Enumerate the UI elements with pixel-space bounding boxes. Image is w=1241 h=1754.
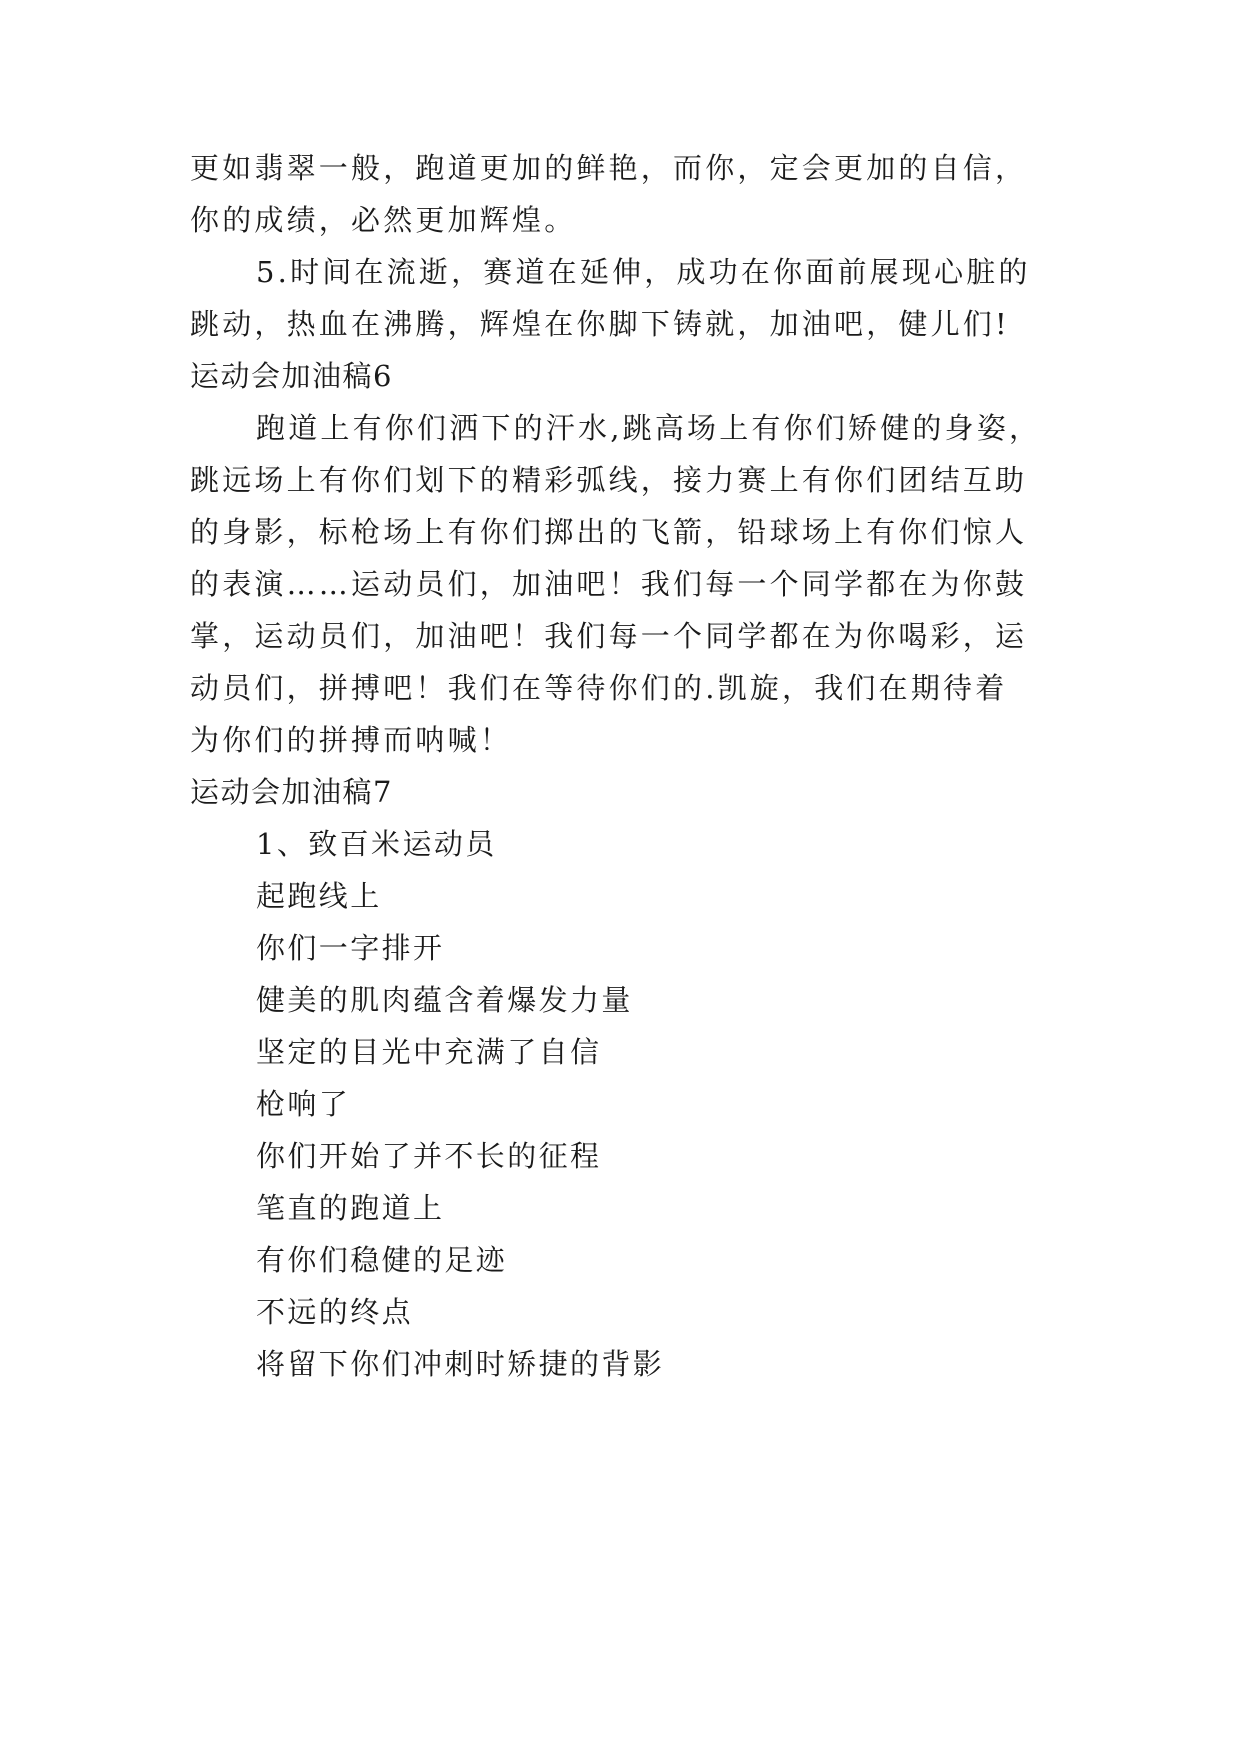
poem-subtitle: 1、致百米运动员 [256, 827, 497, 861]
paragraph-line: 跑道上有你们洒下的汗水,跳高场上有你们矫健的身姿， [256, 411, 1042, 445]
poem-line: 不远的终点 [256, 1295, 414, 1329]
poem-line: 健美的肌肉蕴含着爆发力量 [256, 983, 633, 1017]
section-title: 运动会加油稿6 [190, 359, 393, 393]
paragraph-line: 的身影，标枪场上有你们掷出的飞箭，铅球场上有你们惊人 [190, 515, 1028, 549]
paragraph-line: 的表演……运动员们，加油吧！我们每一个同学都在为你鼓 [190, 567, 1028, 601]
poem-line: 坚定的目光中充满了自信 [256, 1035, 602, 1069]
paragraph-line: 跳远场上有你们划下的精彩弧线，接力赛上有你们团结互助 [190, 463, 1028, 497]
paragraph-line: 你的成绩，必然更加辉煌。 [190, 203, 577, 237]
paragraph-line: 更如翡翠一般，跑道更加的鲜艳，而你，定会更加的自信， [190, 151, 1028, 185]
poem-line: 你们开始了并不长的征程 [256, 1139, 602, 1173]
paragraph-line: 为你们的拼搏而呐喊！ [190, 723, 513, 757]
paragraph-line: 掌，运动员们，加油吧！我们每一个同学都在为你喝彩，运 [190, 619, 1028, 653]
poem-line: 将留下你们冲刺时矫捷的背影 [256, 1347, 665, 1381]
poem-line: 笔直的跑道上 [256, 1191, 445, 1225]
poem-line: 有你们稳健的足迹 [256, 1243, 508, 1277]
paragraph-line: 动员们，拼搏吧！我们在等待你们的.凯旋，我们在期待着 [190, 671, 1008, 705]
poem-line: 你们一字排开 [256, 931, 445, 965]
paragraph-line: 5.时间在流逝，赛道在延伸，成功在你面前展现心脏的 [256, 255, 1031, 289]
paragraph-line: 跳动，热血在沸腾，辉煌在你脚下铸就，加油吧，健儿们! [190, 307, 1010, 341]
poem-line: 枪响了 [256, 1087, 351, 1121]
section-title: 运动会加油稿7 [190, 775, 393, 809]
poem-line: 起跑线上 [256, 879, 382, 913]
